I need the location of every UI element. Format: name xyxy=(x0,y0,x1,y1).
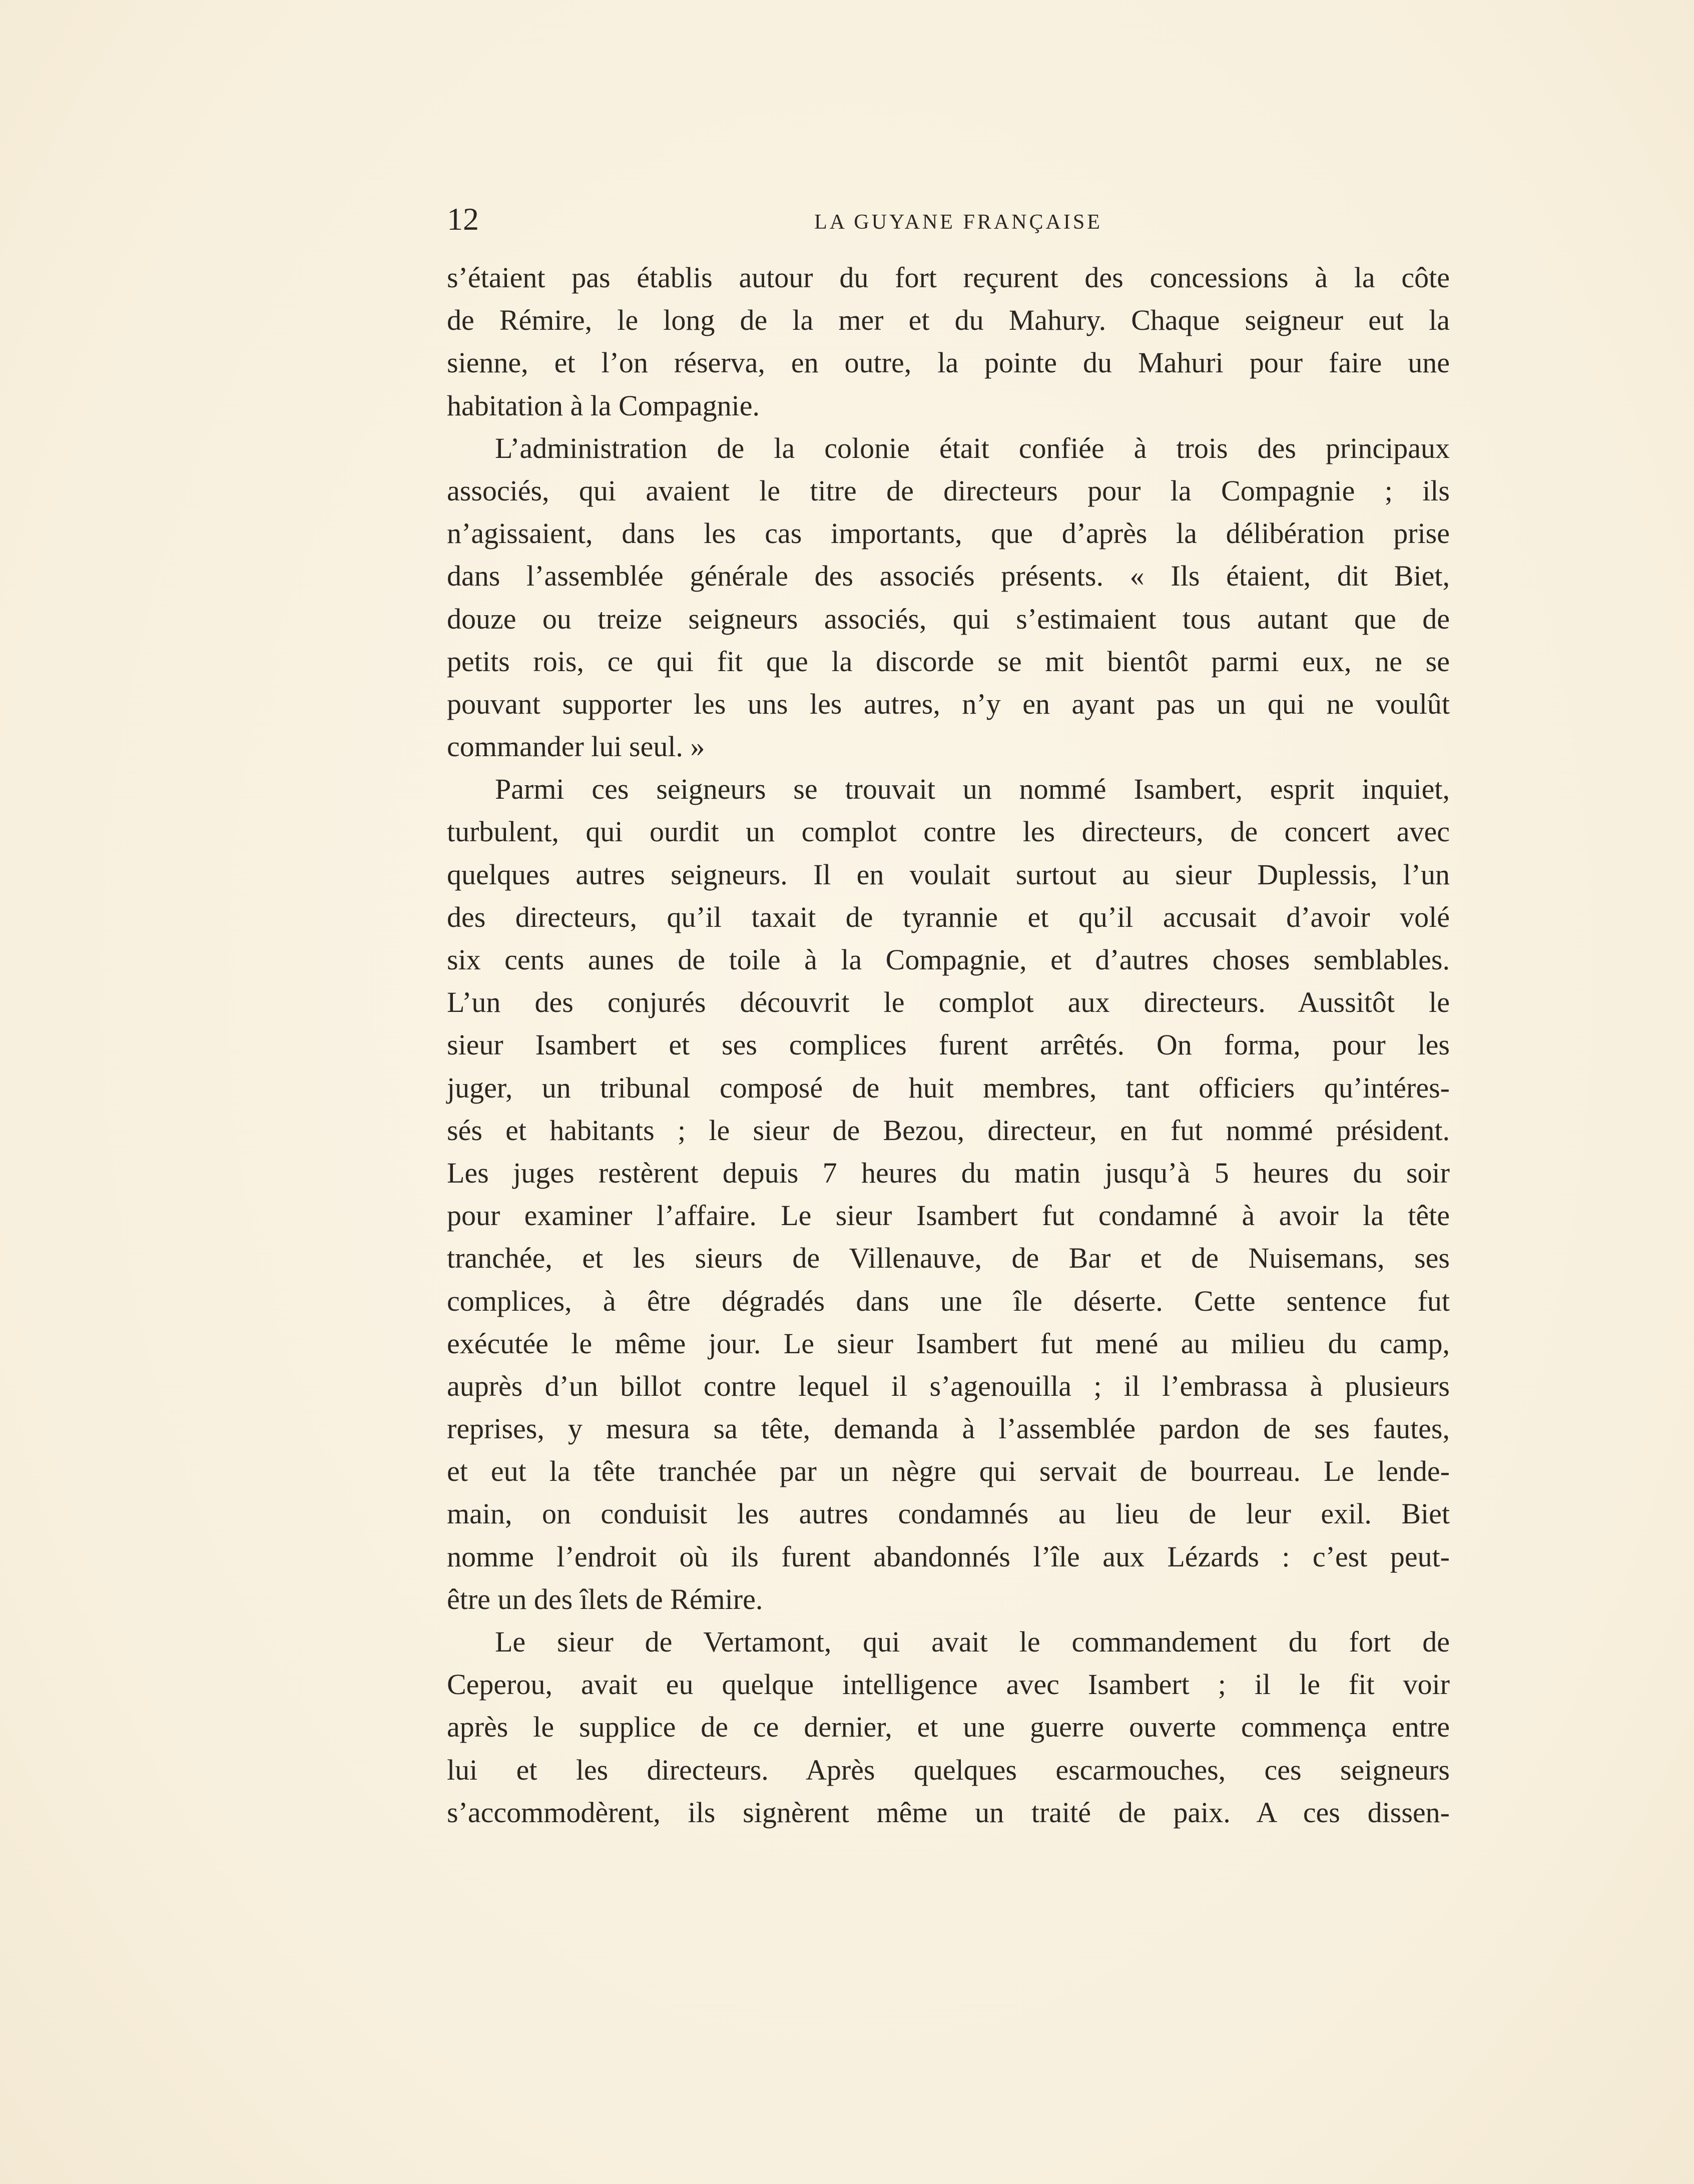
text-line: lui et les directeurs. Après quelques escarmouches, ces seigneurs xyxy=(447,1753,1450,1786)
text-line: reprises, y mesura sa tête, demanda à l’assemblée pardon de ses fautes, xyxy=(447,1412,1450,1445)
text-line: s’étaient pas établis autour du fort reçurent des concessions à la côte xyxy=(447,261,1450,294)
text-line: turbulent, qui ourdit un complot contre les directeurs, de concert avec xyxy=(447,815,1450,848)
text-line: pour examiner l’affaire. Le sieur Isambert fut condamné à avoir la tête xyxy=(447,1199,1450,1232)
text-line: petits rois, ce qui fit que la discorde se mit bientôt parmi eux, ne se xyxy=(447,645,1450,678)
text-line: s’accommodèrent, ils signèrent même un traité de paix. A ces dissen- xyxy=(447,1796,1450,1829)
text-line: six cents aunes de toile à la Compagnie, et d’autres choses semblables. xyxy=(447,943,1450,976)
text-line: quelques autres seigneurs. Il en voulait surtout au sieur Duplessis, l’un xyxy=(447,858,1450,891)
page-header xyxy=(447,199,1450,239)
text-line: exécutée le même jour. Le sieur Isambert fut mené au milieu du camp, xyxy=(447,1327,1450,1360)
text-line: complices, à être dégradés dans une île déserte. Cette sentence fut xyxy=(447,1284,1450,1317)
text-line: n’agissaient, dans les cas importants, que d’après la délibération prise xyxy=(447,517,1450,550)
text-line: Les juges restèrent depuis 7 heures du matin jusqu’à 5 heures du soir xyxy=(447,1156,1450,1189)
text-line: être un des îlets de Rémire. xyxy=(447,1582,763,1615)
text-line: dans l’assemblée générale des associés présents. « Ils étaient, dit Biet, xyxy=(447,560,1450,593)
text-line: auprès d’un billot contre lequel il s’agenouilla ; il l’embrassa à plusieurs xyxy=(447,1369,1450,1402)
text-line: L’un des conjurés découvrit le complot aux directeurs. Aussitôt le xyxy=(447,986,1450,1019)
body-text xyxy=(447,256,1450,1834)
running-title: LA GUYANE FRANÇAISE xyxy=(814,211,1102,234)
text-line: habitation à la Compagnie. xyxy=(447,389,760,422)
text-line: L’administration de la colonie était confiée à trois des principaux xyxy=(495,431,1450,464)
text-line: et eut la tête tranchée par un nègre qui servait de bourreau. Le lende- xyxy=(447,1455,1450,1488)
text-line: des directeurs, qu’il taxait de tyrannie et qu’il accusait d’avoir volé xyxy=(447,900,1450,933)
text-line: sés et habitants ; le sieur de Bezou, directeur, en fut nommé président. xyxy=(447,1114,1450,1147)
text-line: commander lui seul. » xyxy=(447,730,705,763)
text-line: sieur Isambert et ses complices furent arrêtés. On forma, pour les xyxy=(447,1028,1450,1061)
text-line: juger, un tribunal composé de huit membres, tant officiers qu’intéres- xyxy=(447,1071,1450,1104)
text-line: après le supplice de ce dernier, et une guerre ouverte commença entre xyxy=(447,1711,1450,1744)
text-line: sienne, et l’on réserva, en outre, la pointe du Mahuri pour faire une xyxy=(447,346,1450,379)
text-line: tranchée, et les sieurs de Villenauve, de Bar et de Nuisemans, ses xyxy=(447,1242,1450,1275)
text-line: main, on conduisit les autres condamnés au lieu de leur exil. Biet xyxy=(447,1497,1450,1530)
text-line: Le sieur de Vertamont, qui avait le commandement du fort de xyxy=(495,1625,1450,1658)
text-line: Ceperou, avait eu quelque intelligence avec Isambert ; il le fit voir xyxy=(447,1668,1450,1701)
page-number: 12 xyxy=(447,201,479,237)
text-line: nomme l’endroit où ils furent abandonnés l’île aux Lézards : c’est peut- xyxy=(447,1540,1450,1573)
text-line: associés, qui avaient le titre de directeurs pour la Compagnie ; ils xyxy=(447,474,1450,507)
text-line: Parmi ces seigneurs se trouvait un nommé Isambert, esprit inquiet, xyxy=(495,773,1450,806)
text-line: pouvant supporter les uns les autres, n’y en ayant pas un qui ne voulût xyxy=(447,687,1450,720)
text-line: douze ou treize seigneurs associés, qui s’estimaient tous autant que de xyxy=(447,602,1450,635)
text-line: de Rémire, le long de la mer et du Mahury. Chaque seigneur eut la xyxy=(447,304,1450,337)
